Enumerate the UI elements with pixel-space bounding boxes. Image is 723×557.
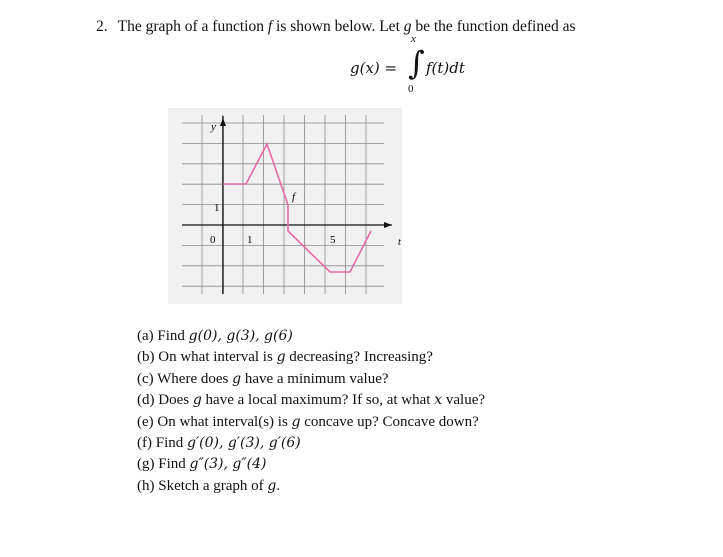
y-tick-one-label: 1 <box>214 202 220 214</box>
origin-label: 0 <box>210 234 216 246</box>
integral-upper-limit: x <box>411 33 416 45</box>
question-g: (g) Find g″(3), g″(4) <box>137 456 267 473</box>
question-b: (b) On what interval is g decreasing? Increasing? <box>137 349 433 366</box>
graph-svg <box>168 108 402 304</box>
t-axis-label: t <box>398 237 401 248</box>
question-c: (c) Where does g have a minimum value? <box>137 370 389 387</box>
x-tick-five-label: 5 <box>330 234 336 246</box>
formula-integrand: f(t)dt <box>426 59 465 77</box>
integral-sign: ∫ <box>408 44 425 82</box>
graph-grid <box>182 115 384 294</box>
question-d: (d) Does g have a local maximum? If so, at what x value? <box>137 392 486 409</box>
question-a: (a) Find g(0), g(3), g(6) <box>137 328 293 344</box>
statement-end: be the function defined as <box>415 18 576 35</box>
formula-lhs: g(x) = <box>350 59 398 77</box>
t-axis-arrow-icon <box>384 222 392 228</box>
integral-lower-limit: 0 <box>408 83 414 95</box>
y-axis-arrow-icon <box>220 118 226 126</box>
y-axis-label: y <box>211 121 216 133</box>
statement-mid: is shown below. Let <box>276 18 400 35</box>
question-f: (f) Find g′(0), g′(3), g′(6) <box>137 434 301 451</box>
g-symbol: g <box>403 18 412 35</box>
function-f-curve <box>223 144 371 272</box>
function-graph <box>168 108 402 304</box>
f-symbol: f <box>267 18 273 35</box>
question-list <box>137 326 485 497</box>
problem-number: 2. <box>96 18 108 35</box>
statement-start: The graph of a function <box>117 18 264 35</box>
curve-label: f <box>292 191 296 203</box>
problem-statement <box>96 18 575 36</box>
question-h: (h) Sketch a graph of g. <box>137 477 281 494</box>
integral-formula <box>350 33 480 93</box>
x-tick-one-label: 1 <box>247 234 253 246</box>
question-e: (e) On what interval(s) is g concave up? Concave down? <box>137 413 479 430</box>
